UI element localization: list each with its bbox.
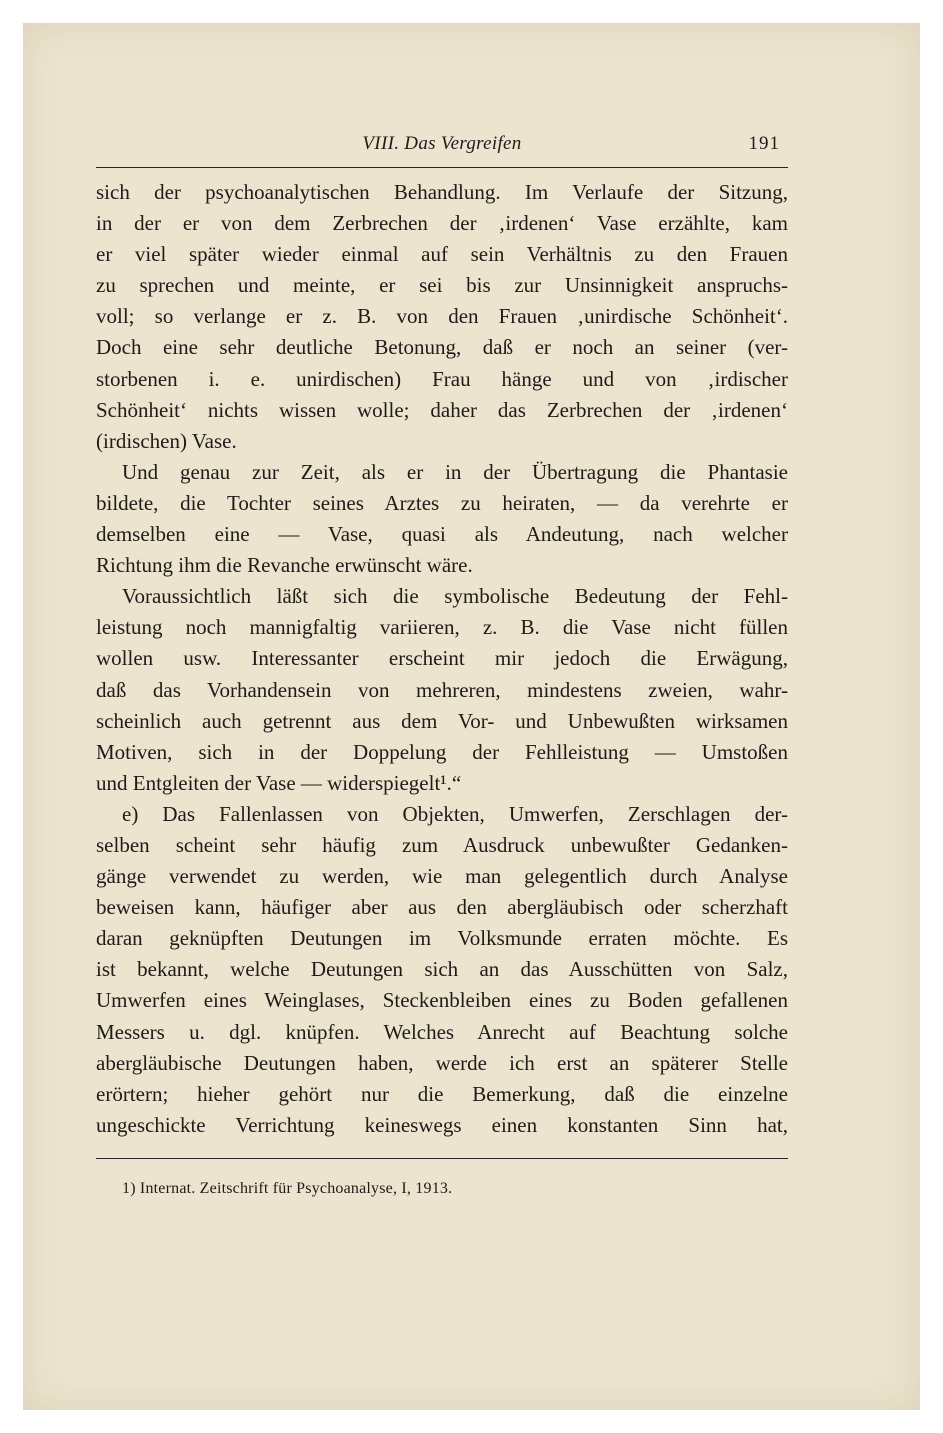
text-line: demselben eine — Vase, quasi als Andeutung, nach welcher: [96, 522, 788, 547]
text-line: Messers u. dgl. knüpfen. Welches Anrecht auf Beachtung solche: [96, 1019, 788, 1044]
body-text: [96, 177, 788, 1141]
text-line: bildete, die Tochter seines Arztes zu heiraten, — da verehrte er: [96, 490, 788, 515]
text-line: voll; so verlange er z. B. von den Frauen ‚unirdische Schönheit‘.: [96, 304, 788, 329]
text-line: daß das Vorhandensein von mehreren, mindestens zweien, wahr-: [96, 677, 788, 702]
running-head: VIII. Das Vergreifen: [362, 133, 522, 154]
text-line: (irdischen) Vase.: [96, 428, 237, 453]
footnote-divider: [96, 1158, 788, 1159]
text-line: Schönheit‘ nichts wissen wolle; daher das Zerbrechen der ‚irdenen‘: [96, 397, 788, 422]
text-line: zu sprechen und meinte, er sei bis zur Unsinnigkeit anspruchs-: [96, 273, 788, 298]
text-line: Richtung ihm die Revanche erwünscht wäre.: [96, 553, 473, 578]
text-line: selben scheint sehr häufig zum Ausdruck unbewußter Gedanken-: [96, 832, 788, 857]
text-line: daran geknüpften Deutungen im Volksmunde erraten möchte. Es: [96, 926, 788, 951]
text-line: abergläubische Deutungen haben, werde ich erst an späterer Stelle: [96, 1050, 788, 1075]
text-line: leistung noch mannigfaltig variieren, z. B. die Vase nicht füllen: [96, 615, 788, 640]
text-line: Doch eine sehr deutliche Betonung, daß er noch an seiner (ver-: [96, 335, 788, 360]
paragraph: [96, 457, 788, 581]
text-line: ist bekannt, welche Deutungen sich an das Ausschütten von Salz,: [96, 957, 788, 982]
text-line: er viel später wieder einmal auf sein Verhältnis zu den Frauen: [96, 242, 788, 267]
text-line: erörtern; hieher gehört nur die Bemerkung, daß die einzelne: [96, 1081, 788, 1106]
text-line: Umwerfen eines Weinglases, Steckenbleiben eines zu Boden gefallenen: [96, 988, 788, 1013]
text-line: Und genau zur Zeit, als er in der Übertragung die Phantasie: [122, 459, 788, 484]
text-line: gänge verwendet zu werden, wie man gelegentlich durch Analyse: [96, 864, 788, 889]
text-line: e) Das Fallenlassen von Objekten, Umwerfen, Zerschlagen der-: [122, 801, 788, 826]
paragraph: [96, 799, 788, 1141]
paragraph: [96, 581, 788, 799]
text-line: Voraussichtlich läßt sich die symbolische Bedeutung der Fehl-: [122, 584, 788, 609]
page-header: [96, 133, 788, 168]
paragraph: [96, 177, 788, 457]
text-line: sich der psychoanalytischen Behandlung. Im Verlaufe der Sitzung,: [96, 180, 788, 204]
text-line: Motiven, sich in der Doppelung der Fehlleistung — Umstoßen: [96, 739, 788, 764]
text-line: beweisen kann, häufiger aber aus den abergläubisch oder scherzhaft: [96, 895, 788, 920]
text-line: in der er von dem Zerbrechen der ‚irdenen‘ Vase erzählte, kam: [96, 211, 788, 236]
footnote: 1) Internat. Zeitschrift für Psychoanalyse, I, 1913.: [122, 1180, 453, 1197]
text-line: ungeschickte Verrichtung keineswegs einen konstanten Sinn hat,: [96, 1112, 788, 1137]
page-number: 191: [748, 133, 780, 154]
text-line: und Entgleiten der Vase — widerspiegelt¹.“: [96, 770, 462, 795]
text-line: storbenen i. e. unirdischen) Frau hänge und von ‚irdischer: [96, 366, 788, 391]
text-line: scheinlich auch getrennt aus dem Vor- und Unbewußten wirksamen: [96, 708, 788, 733]
text-line: wollen usw. Interessanter erscheint mir jedoch die Erwägung,: [96, 646, 788, 671]
